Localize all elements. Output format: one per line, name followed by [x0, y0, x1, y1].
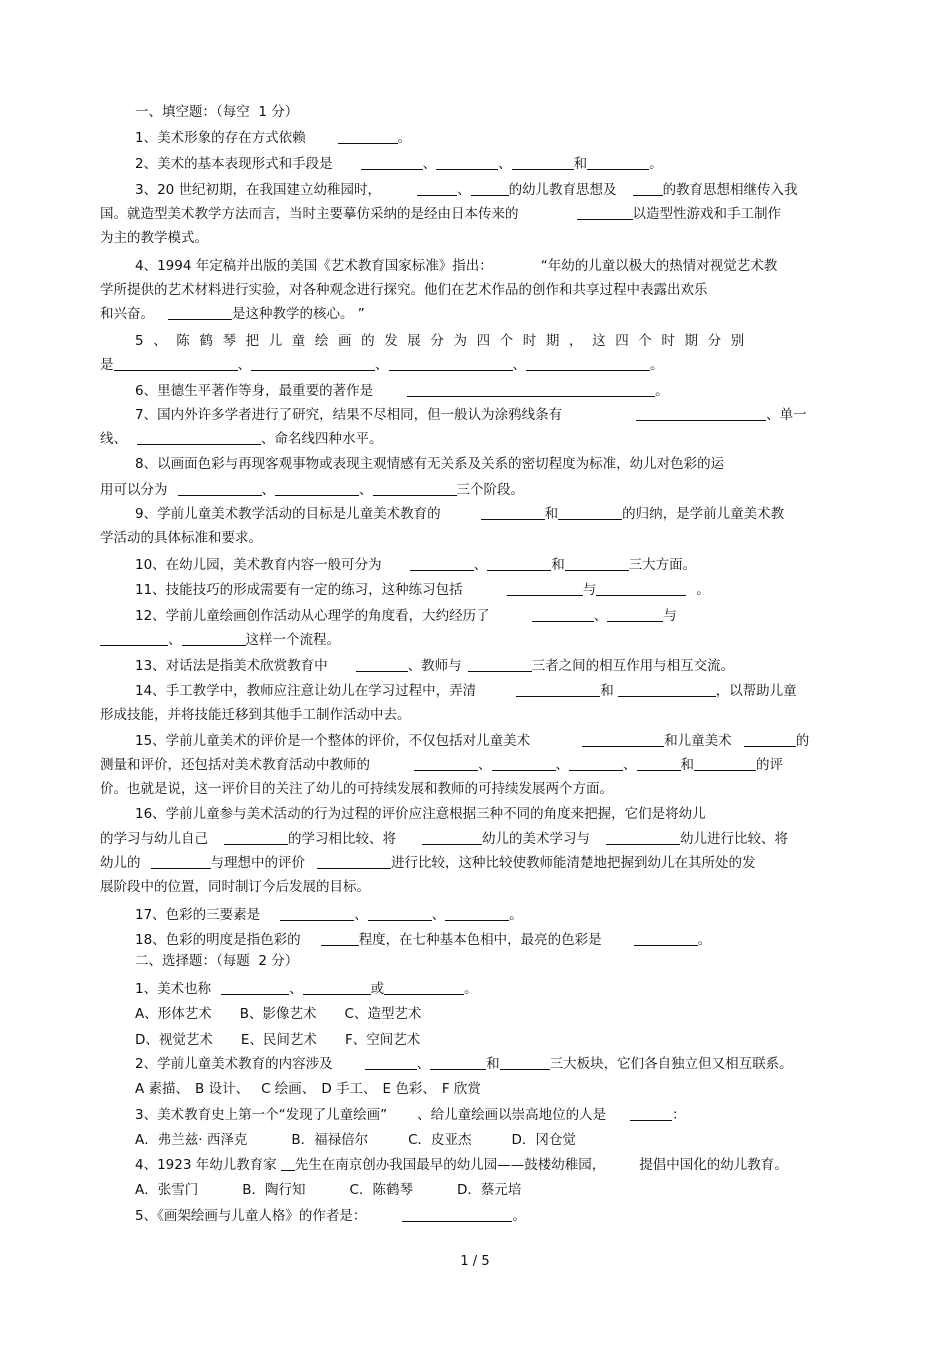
option-d[interactable]: D、视觉艺术: [135, 1032, 213, 1048]
q1: 1、美术形象的存在方式依赖 。: [135, 130, 412, 146]
option-c[interactable]: C 绘画、: [261, 1081, 316, 1097]
q16-line3: 幼儿的 与理想中的评价 进行比较，这种比较使教师能清楚地把握到幼儿在其所处的发: [100, 855, 756, 871]
q15-line1: 15、学前儿童美术的评价是一个整体的评价，不仅包括对儿童美术 和儿童美术 的: [135, 733, 810, 749]
option-b[interactable]: B、影像艺术: [239, 1006, 317, 1022]
option-f[interactable]: F 欣赏: [441, 1081, 481, 1097]
c4: 4、1923 年幼儿教育家 先生在南京创办我国最早的幼儿园——鼓楼幼稚园， 提倡中国化的幼儿教育。: [135, 1157, 788, 1173]
option-e[interactable]: E、民间艺术: [240, 1032, 317, 1048]
q5-line2: 是 、 、 、 。: [100, 357, 664, 373]
option-c[interactable]: C．陈鹤琴: [349, 1182, 413, 1198]
q3-line3: 为主的教学模式。: [100, 230, 208, 246]
q12-line2: 、 这样一个流程。: [100, 630, 340, 650]
option-f[interactable]: F、空间艺术: [344, 1032, 421, 1048]
c4-options: [135, 1180, 521, 1200]
c5: 5、《画架绘画与儿童人格》的作者是： 。: [135, 1208, 526, 1224]
option-a[interactable]: A．弗兰兹· 西泽克: [135, 1132, 248, 1148]
option-e[interactable]: E 色彩、: [382, 1081, 436, 1097]
q6: 6、里德生平著作等身，最重要的著作是 。: [135, 383, 669, 399]
q7-line2: 线、 、命名线四种水平。: [100, 431, 383, 447]
option-d[interactable]: D．蔡元培: [456, 1182, 522, 1198]
q10: 10、在幼儿园，美术教育内容一般可分为 、 和 三大方面。: [135, 557, 697, 573]
q12-line1: 12、学前儿童绘画创作活动从心理学的角度看，大约经历了 、 与: [135, 608, 677, 624]
q14-line1: 14、手工教学中，教师应注意让幼儿在学习过程中，弄清 和 ，以帮助儿童: [135, 683, 797, 699]
q15-line2: 测量和评价，还包括对美术教育活动中教师的 、 、 、 和 的评: [100, 757, 783, 773]
c1-options-row1: [135, 1004, 421, 1024]
q11: 11、技能技巧的形成需要有一定的练习，这种练习包括 与 。: [135, 582, 710, 598]
option-b[interactable]: B．福禄倍尔: [291, 1132, 369, 1148]
q2: 2、美术的基本表现形式和手段是 、 、 和 。: [135, 156, 663, 172]
c1: 1、美术也称 、 或 。: [135, 981, 478, 997]
q16-line4: 展阶段中的位置，同时制订今后发展的目标。: [100, 879, 370, 895]
section2-heading: 二、选择题：（每题 2 分）: [135, 953, 299, 969]
q9-line1: 9、学前儿童美术教学活动的目标是儿童美术教育的 和 的归纳，是学前儿童美术教: [135, 506, 785, 522]
c3: 3、美术教育史上第一个“发现了儿童绘画” 、给儿童绘画以崇高地位的人是 ：: [135, 1107, 686, 1123]
option-d[interactable]: D．冈仓觉: [511, 1132, 576, 1148]
q4-line3: 和兴奋。 是这种教学的核心。 ”: [100, 306, 365, 322]
option-c[interactable]: C．皮亚杰: [408, 1132, 472, 1148]
option-b[interactable]: B．陶行知: [242, 1182, 306, 1198]
q8-line2: 用可以分为 、 、 三个阶段。: [100, 482, 524, 498]
option-a[interactable]: A 素描、: [135, 1081, 190, 1097]
q8-line1: 8、以画面色彩与再现客观事物或表现主观情感有无关系及关系的密切程度为标准，幼儿对色彩的运: [135, 456, 725, 472]
option-a[interactable]: A、形体艺术: [135, 1006, 212, 1022]
q3-line1: 3、20 世纪初期，在我国建立幼稚园时， 、 的幼儿教育思想及 的教育思想相继传入我: [135, 182, 798, 198]
q5-line1: 5、陈鹤琴把儿童绘画的发展分为四个时期，这四个时期分别: [135, 333, 754, 349]
option-a[interactable]: A．张雪门: [135, 1182, 199, 1198]
q9-line2: 学活动的具体标准和要求。: [100, 530, 262, 546]
q4-line1: 4、1994 年定稿并出版的美国《艺术教育国家标准》指出： “年幼的儿童以极大的热情对视觉艺术教: [135, 258, 778, 274]
q7-line1: 7、国内外许多学者进行了研究，结果不尽相同，但一般认为涂鸦线条有 、单一: [135, 407, 807, 423]
section1-heading: 一、填空题：（每空 1 分）: [135, 104, 299, 120]
q16-line1: 16、学前儿童参与美术活动的行为过程的评价应注意根据三种不同的角度来把握，它们是将幼儿: [135, 806, 706, 822]
c1-options-row2: [135, 1030, 420, 1050]
q3-line2: 国。就造型美术教学方法而言，当时主要摹仿采纳的是经由日本传来的 以造型性游戏和手工制作: [100, 206, 781, 222]
page-number: 1 / 5: [460, 1254, 490, 1269]
q13: 13、对话法是指美术欣赏教育中 、教师与 三者之间的相互作用与相互交流。: [135, 658, 735, 674]
q4-line2: 学所提供的艺术材料进行实验，对各种观念进行探究。他们在艺术作品的创作和共享过程中表露出欢乐: [100, 282, 708, 298]
q15-line3: 价。也就是说，这一评价目的关注了幼儿的可持续发展和教师的可持续发展两个方面。: [100, 781, 613, 797]
c2-options: [135, 1079, 481, 1099]
option-c[interactable]: C、造型艺术: [344, 1006, 422, 1022]
option-d[interactable]: D 手工、: [321, 1081, 377, 1097]
c3-options: [135, 1130, 576, 1150]
q18: 18、色彩的明度是指色彩的 程度，在七种基本色相中，最亮的色彩是 。: [135, 932, 712, 948]
option-b[interactable]: B 设计、: [195, 1081, 250, 1097]
q17: 17、色彩的三要素是 、 、 。: [135, 907, 523, 923]
q14-line2: 形成技能，并将技能迁移到其他手工制作活动中去。: [100, 707, 411, 723]
q16-line2: 的学习与幼儿自己 的学习相比较、将 幼儿的美术学习与 幼儿进行比较、将: [100, 831, 788, 847]
c2: 2、学前儿童美术教育的内容涉及 、 和 三大板块，它们各自独立但又相互联系。: [135, 1056, 793, 1072]
